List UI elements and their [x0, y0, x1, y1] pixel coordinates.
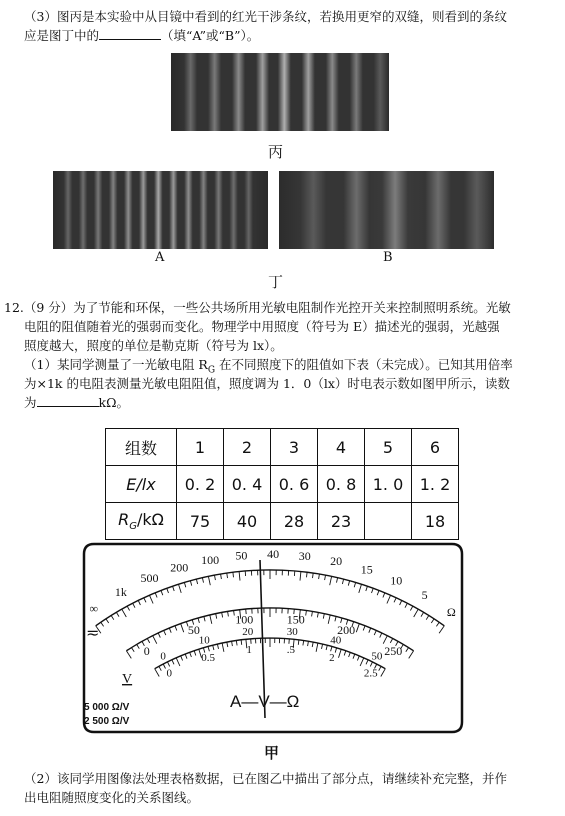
scale-tick	[319, 574, 320, 579]
q3-line-1: （3）图丙是本实验中从目镜中看到的红光干涉条纹，若换用更窄的双缝，则看到的条纹	[24, 9, 507, 24]
table-header-R-symbol: R	[118, 509, 130, 529]
meter-center-text: A—V—Ω	[230, 692, 300, 711]
scale-tick	[316, 643, 318, 652]
scale-tick	[426, 616, 429, 620]
scale-tick	[436, 622, 439, 626]
scale-tick	[374, 631, 376, 636]
table-cell: 23	[318, 503, 365, 540]
table-cell: 4	[318, 429, 365, 466]
table-cell: 6	[412, 429, 459, 466]
answer-blank-q12-1	[37, 394, 99, 407]
scale-tick	[322, 644, 323, 649]
scale-tick	[325, 575, 326, 580]
table-row-group	[106, 429, 459, 466]
table-cell: 5	[365, 429, 412, 466]
dc-scale-label: 250	[384, 643, 403, 658]
table-cell: 1. 0	[365, 466, 412, 503]
table-header-E: E/lx	[106, 466, 177, 503]
dc2-scale-label: 50	[371, 650, 383, 663]
scale-tick	[169, 628, 171, 633]
figure-label-ding: 丁	[268, 273, 284, 291]
scale-tick	[217, 644, 218, 649]
scale-tick	[431, 619, 434, 623]
scale-tick	[298, 640, 299, 645]
ohm-scale-label: 30	[298, 548, 311, 563]
spec-5000: 5 000 Ω/V	[84, 702, 130, 713]
data-table	[105, 428, 459, 540]
dc2-scale-label: 0	[160, 650, 166, 663]
scale-tick	[168, 662, 170, 667]
q12-part2-line-1: （2）该同学用图像法处理表格数据，已在图乙中描出了部分点，请继续补充完整，并作	[24, 771, 507, 786]
ac-scale-label: 0	[166, 667, 173, 680]
q3-line-2-pre: 应是图丁中的	[24, 28, 100, 43]
dc-scale-label: 0	[143, 643, 150, 658]
scale-tick	[363, 626, 365, 631]
scale-tick	[202, 578, 203, 583]
scale-tick	[175, 626, 177, 631]
scale-tick	[344, 651, 346, 656]
scale-tick	[153, 636, 157, 644]
scale-tick	[331, 646, 332, 651]
scale-tick	[133, 603, 135, 607]
scale-tick	[184, 583, 185, 588]
ac-symbol: V	[122, 672, 133, 687]
table-cell	[365, 503, 412, 540]
figure-label-B: B	[383, 250, 393, 265]
ac-scale-label: .5	[286, 644, 296, 656]
scale-tick	[221, 574, 222, 579]
scale-tick	[342, 579, 343, 584]
dc-scale-label: 150	[286, 612, 305, 627]
scale-tick	[111, 616, 114, 620]
scale-tick	[106, 619, 109, 623]
scale-tick	[330, 576, 332, 585]
scale-tick	[335, 648, 336, 653]
scale-tick	[394, 598, 396, 603]
q12-line-1: 12.（9 分）为了节能和环保，一些公共场所用光敏电阻制作光控开关来控制照明系统。光敏	[4, 300, 511, 315]
scale-tick	[147, 639, 149, 643]
dc-scale-label: 50	[187, 623, 200, 637]
scale-tick	[405, 603, 407, 607]
table-cell: 0. 4	[224, 466, 271, 503]
table-cell: 40	[224, 503, 271, 540]
table-cell: 2	[224, 429, 271, 466]
scale-tick	[164, 631, 166, 636]
scale-tick	[159, 666, 161, 670]
scale-tick	[127, 606, 129, 610]
scale-tick	[300, 572, 301, 581]
scale-tick	[400, 601, 402, 606]
scale-tick	[126, 651, 131, 659]
ac-scale-label: 1	[246, 644, 252, 656]
ohm-scale-label: 200	[170, 560, 189, 575]
dc-scale-label: 100	[235, 612, 254, 627]
scale-tick	[313, 573, 314, 578]
table-header-R-sub: G	[129, 521, 137, 533]
figure-label-A: A	[155, 250, 165, 265]
scale-tick	[172, 660, 174, 665]
scale-tick	[379, 666, 381, 670]
table-header-group: 组数	[106, 429, 177, 466]
scale-tick	[414, 609, 419, 617]
table-row-R	[106, 503, 459, 540]
scale-tick	[144, 598, 146, 603]
scale-tick	[204, 617, 205, 622]
scale-tick	[227, 573, 228, 578]
interference-fringe-bing	[171, 53, 389, 131]
ohm-scale-label: 50	[235, 548, 248, 563]
scale-tick	[179, 584, 182, 593]
scale-tick	[155, 593, 157, 598]
table-cell: 1. 2	[412, 466, 459, 503]
q12-part1-subscript: G	[207, 365, 216, 376]
scale-tick	[307, 572, 308, 577]
scale-tick	[167, 588, 169, 593]
scale-tick	[303, 641, 304, 646]
scale-tick	[239, 572, 240, 581]
scale-tick	[155, 669, 160, 677]
scale-tick	[227, 642, 228, 647]
scale-tick	[138, 601, 140, 606]
scale-tick	[328, 615, 330, 624]
scale-tick	[236, 641, 237, 646]
q12-part1-line3-post: kΩ。	[98, 395, 129, 410]
scale-tick	[116, 612, 119, 616]
ohm-scale-label: ∞	[89, 601, 99, 616]
scale-tick	[326, 645, 327, 650]
table-cell: 0. 8	[318, 466, 365, 503]
scale-tick	[132, 648, 135, 652]
scale-tick	[356, 624, 359, 633]
scale-tick	[210, 615, 212, 624]
q12-line-3: 照度越大，照度的单位是勒克斯（符号为 lx）。	[24, 338, 283, 353]
table-cell: 18	[412, 503, 459, 540]
ohm-scale-label: 5	[421, 588, 428, 602]
scale-tick	[222, 613, 223, 618]
scale-tick	[190, 581, 191, 586]
ac-scale-label: 0.5	[201, 652, 215, 664]
scale-tick	[323, 614, 324, 619]
scale-tick	[181, 656, 183, 661]
scale-tick	[150, 595, 154, 603]
interference-fringe-B	[279, 171, 494, 249]
scale-tick	[409, 651, 414, 659]
ohm-scale-label: 40	[267, 547, 280, 561]
table-header-R-unit: /kΩ	[136, 509, 164, 529]
scale-tick	[196, 579, 197, 584]
scale-tick	[173, 586, 175, 591]
scale-tick	[366, 586, 368, 591]
scale-tick	[369, 628, 371, 633]
table-header-R	[106, 503, 177, 540]
scale-tick	[349, 652, 351, 657]
ohm-scale-label: Ω	[446, 605, 456, 620]
scale-tick	[383, 593, 385, 598]
scale-tick	[380, 633, 382, 638]
scale-tick	[359, 584, 362, 593]
scale-tick	[317, 613, 318, 618]
ohm-scale-label: 20	[330, 554, 343, 569]
scale-tick	[383, 636, 387, 644]
scale-tick	[308, 641, 309, 646]
dc2-scale-label: 30	[286, 626, 298, 638]
q3-line-2	[24, 27, 259, 45]
scale-tick	[122, 609, 127, 617]
scale-tick	[439, 626, 444, 633]
scale-tick	[163, 664, 165, 669]
scale-tick	[241, 640, 242, 645]
scale-tick	[354, 583, 355, 588]
figure-label-jia: 甲	[264, 744, 280, 762]
q12-part1-line-2: 为×1k 的电阻表测量光敏电阻阻值，照度调为 1．0（lx）时电表示数如图甲所示，读数	[24, 376, 510, 391]
table-cell: 0. 6	[271, 466, 318, 503]
table-cell: 0. 2	[177, 466, 224, 503]
scale-tick	[222, 643, 224, 652]
scale-tick	[101, 622, 104, 626]
scale-tick	[161, 591, 163, 596]
ohm-scale-label: 15	[360, 562, 373, 577]
q12-part1-line-3	[24, 394, 129, 412]
scale-tick	[176, 658, 180, 666]
ohm-scale-label: 1k	[114, 584, 127, 599]
dc2-scale-label: 20	[242, 626, 254, 638]
scale-tick	[372, 588, 374, 593]
scale-tick	[208, 646, 209, 651]
scale-tick	[312, 642, 313, 647]
scale-tick	[194, 651, 196, 656]
ac-scale-label: 2	[329, 652, 335, 664]
ohm-scale-label: 100	[201, 552, 220, 567]
q12-part1-line3-pre: 为	[24, 395, 37, 410]
ohm-scale-label: 10	[390, 573, 403, 588]
scale-tick	[312, 611, 313, 616]
scale-tick	[216, 614, 217, 619]
dc-scale-label: 200	[337, 623, 356, 637]
scale-tick	[181, 624, 184, 633]
q3-line-2-post: （填“A”或“B”）。	[161, 28, 260, 43]
scale-tick	[366, 660, 368, 665]
figure-label-bing: 丙	[268, 143, 284, 161]
q12-part1-text-b: 在不同照度下的阻值如下表（未完成）。已知其用倍率	[215, 357, 513, 372]
scale-tick	[421, 612, 424, 616]
scale-tick	[387, 595, 391, 603]
ohm-scale-label: 500	[140, 571, 159, 586]
scale-tick	[348, 581, 349, 586]
scale-tick	[390, 639, 392, 643]
table-row-E	[106, 466, 459, 503]
interference-fringe-A	[53, 171, 268, 249]
scale-tick	[357, 656, 359, 661]
q12-line-2: 电阻的阻值随着光的强弱而变化。物理学中用照度（符号为 E）描述光的强弱，光越强	[24, 319, 500, 334]
dc-symbol: ≂	[86, 625, 100, 642]
scale-tick	[213, 645, 214, 650]
scale-tick	[190, 652, 192, 657]
scale-tick	[360, 658, 364, 666]
scale-tick	[137, 644, 140, 648]
dc2-scale-label: 40	[330, 634, 342, 647]
meter-scales	[90, 547, 456, 680]
scale-tick	[158, 633, 160, 638]
scale-tick	[234, 611, 235, 616]
scale-tick	[335, 617, 336, 622]
ac-scale-label: 2.5	[363, 667, 378, 680]
q12-part2-line-2: 出电阻随照度变化的关系图线。	[24, 790, 200, 805]
q12-part1-text-a: （1）某同学测量了一光敏电阻 R	[24, 357, 208, 372]
scale-tick	[337, 578, 338, 583]
scale-tick	[410, 606, 412, 610]
scale-tick	[377, 591, 379, 596]
dc2-scale-label: 10	[198, 634, 210, 647]
table-cell: 1	[177, 429, 224, 466]
scale-tick	[208, 576, 210, 585]
scale-tick	[306, 611, 307, 616]
scale-tick	[228, 611, 229, 616]
scale-tick	[215, 575, 216, 580]
table-cell: 75	[177, 503, 224, 540]
scale-tick	[232, 641, 233, 646]
scale-tick	[233, 572, 234, 577]
table-cell: 3	[271, 429, 318, 466]
multimeter-dial	[80, 540, 466, 736]
scale-tick	[353, 654, 355, 659]
spec-2500: 2 500 Ω/V	[84, 716, 130, 727]
scale-tick	[185, 654, 187, 659]
answer-blank-q3	[99, 27, 161, 40]
scale-tick	[381, 669, 386, 677]
table-cell: 28	[271, 503, 318, 540]
scale-tick	[406, 648, 409, 652]
scale-tick	[339, 649, 342, 658]
